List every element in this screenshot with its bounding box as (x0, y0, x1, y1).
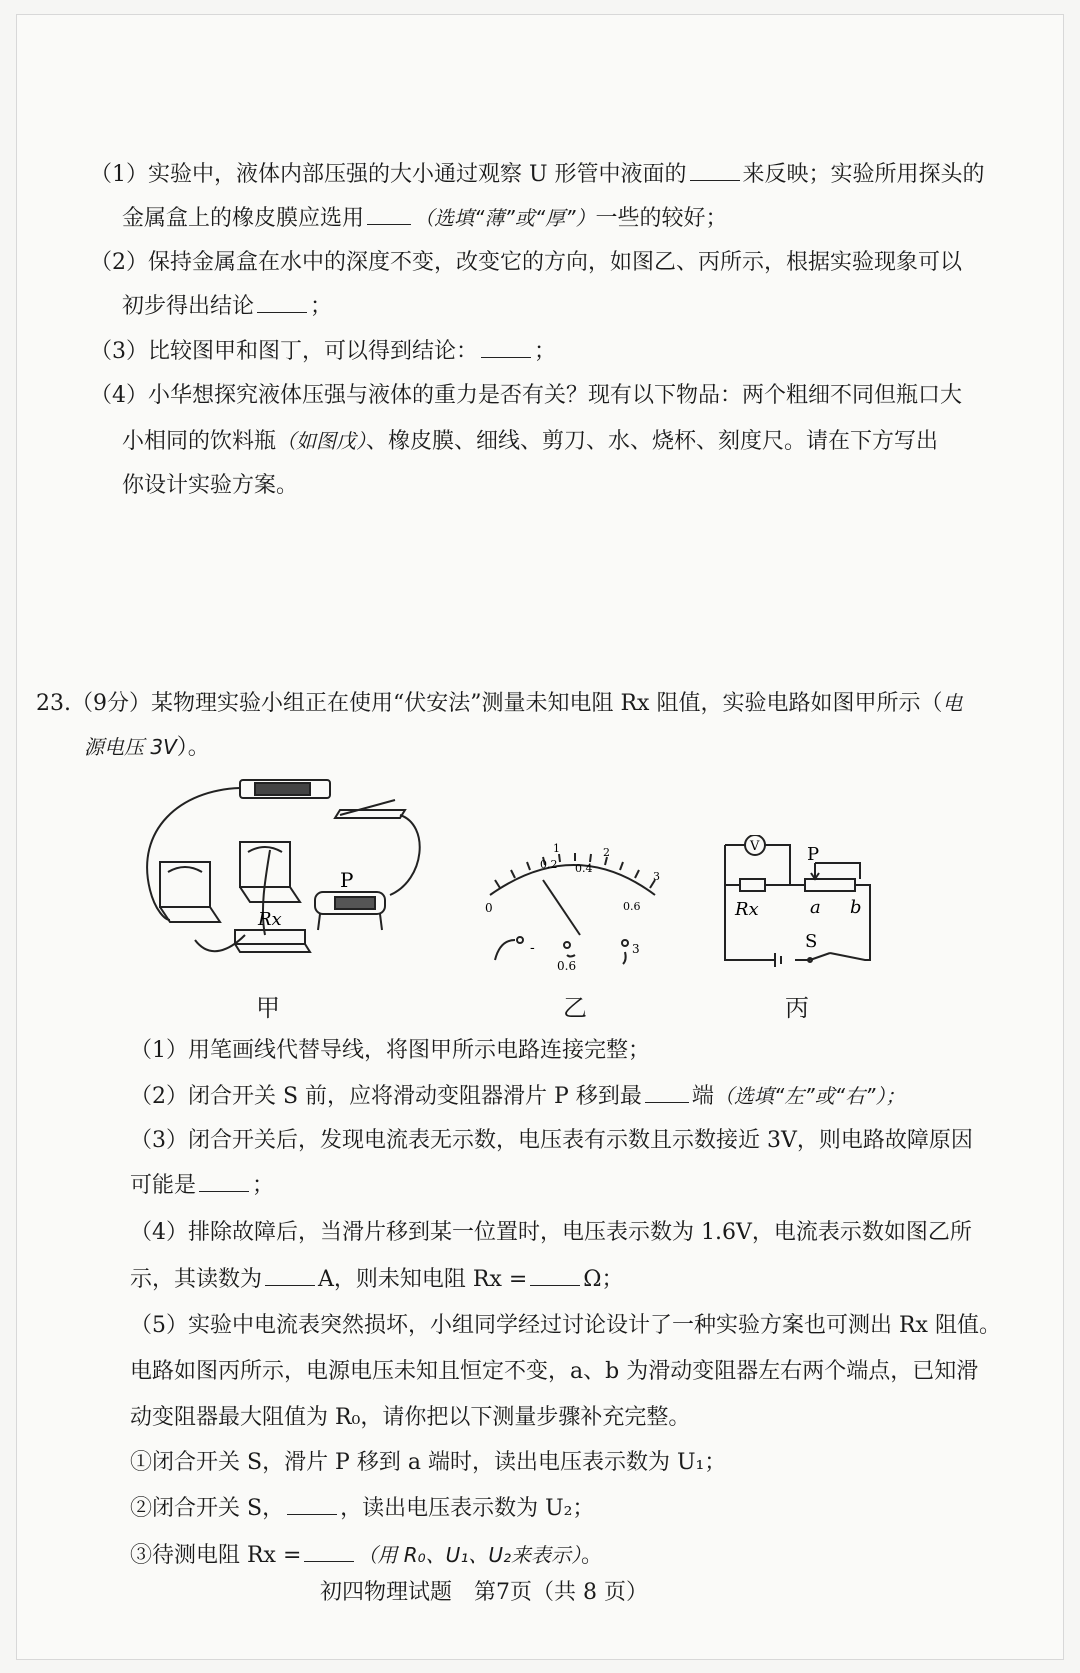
q23-5-line2: 电路如图丙所示，电源电压未知且恒定不变，a、b 为滑动变阻器左右两个端点，已知滑 (130, 1359, 979, 1384)
q22-2-line2: 初步得出结论 ； (122, 294, 333, 319)
switch-symbol (810, 953, 830, 960)
answer-blank[interactable] (304, 1560, 354, 1562)
answer-blank[interactable] (265, 1284, 315, 1286)
scale-label-1: 1 (553, 842, 560, 855)
scale-label-06: 0.6 (623, 900, 641, 913)
terminal-06 (564, 942, 570, 948)
q23-heading-line2: 源电压 3V）。 (84, 735, 210, 760)
ammeter-dial (248, 847, 282, 852)
q22-4-line2: 小相同的饮料瓶（如图戊）、橡皮膜、细线、剪刀、水、烧杯、刻度尺。请在下方写出 (122, 429, 939, 454)
wire (147, 788, 240, 920)
figure-yi-ammeter-dial (475, 840, 675, 980)
q22-2-line1: （2）保持金属盒在水中的深度不变，改变它的方向，如图乙、丙所示，根据实验现象可以 (90, 250, 963, 275)
q22-1-line2: 金属盒上的橡皮膜应选用 （选填“薄”或“厚”）一些的较好； (122, 206, 728, 231)
q22-1-line1: （1）实验中，液体内部压强的大小通过观察 U 形管中液面的 来反映；实验所用探头的 (90, 162, 985, 187)
end-b-label: b (850, 897, 862, 918)
terminal-3-mark (623, 952, 626, 964)
answer-blank[interactable] (530, 1284, 580, 1286)
q23-5-line1: （5）实验中电流表突然损坏，小组同学经过讨论设计了一种实验方案也可测出 Rx 阻值。 (130, 1313, 1001, 1338)
rheostat-winding (335, 897, 375, 909)
fig-caption-jia: 甲 (256, 994, 280, 1022)
end-a-label: a (810, 897, 821, 918)
fig-caption-yi: 乙 (563, 994, 587, 1022)
scale-label-04: 0.4 (575, 862, 593, 875)
slider-p-label: P (340, 868, 354, 892)
q22-4-line1: （4）小华想探究液体压强与液体的重力是否有关？现有以下物品：两个粗细不同但瓶口大 (90, 383, 963, 408)
q23-heading-line1: 23.（9分）某物理实验小组正在使用“伏安法”测量未知电阻 Rx 阻值，实验电路如图甲所示（电 (36, 691, 963, 716)
q22-4-line3: 你设计实验方案。 (122, 473, 299, 498)
terminal-label-minus: - (530, 940, 535, 956)
terminal-3 (622, 940, 628, 946)
scale-label-02: 0.2 (540, 858, 558, 871)
answer-blank[interactable] (367, 223, 411, 225)
slider-arrow (811, 863, 819, 879)
resistor-base (235, 944, 310, 952)
ammeter-base (240, 887, 300, 902)
q23-5-step1: ①闭合开关 S，滑片 P 移到 a 端时，读出电压表示数为 U₁； (130, 1450, 727, 1475)
scale-label-2: 2 (603, 846, 610, 859)
figure-bing-schematic (715, 835, 885, 970)
rx-label: Rx (735, 899, 759, 920)
rx-label: Rx (258, 909, 282, 930)
pointer-needle (543, 880, 580, 935)
q23-5-step2: ②闭合开关 S， ，读出电压表示数为 U₂； (130, 1496, 595, 1521)
switch (335, 800, 405, 818)
battery-cells (255, 783, 310, 795)
q23-5-step3: ③待测电阻 Rx = （用 R₀、U₁、U₂来表示）。 (130, 1543, 604, 1568)
slider-p-label: P (807, 844, 820, 865)
terminal-label-06: 0.6 (557, 959, 577, 973)
q23-3-line2: 可能是 ； (130, 1173, 275, 1198)
q23-4-line1: （4）排除故障后，当滑片移到某一位置时，电压表示数为 1.6V，电流表示数如图乙所 (130, 1220, 972, 1245)
slider-wire (815, 863, 860, 879)
rheostat-legs (318, 914, 382, 930)
fig-caption-bing: 丙 (785, 994, 809, 1022)
q22-3-line: （3）比较图甲和图丁，可以得到结论： ； (90, 339, 557, 364)
answer-blank[interactable] (645, 1101, 689, 1103)
answer-blank[interactable] (481, 356, 531, 358)
resistor-rx (235, 930, 305, 944)
resistor-rx-symbol (740, 879, 765, 891)
answer-blank[interactable] (199, 1190, 249, 1192)
figure-jia-circuit (140, 770, 440, 970)
terminal-minus-wire (495, 940, 515, 960)
terminal-minus (517, 937, 523, 943)
voltmeter-body (160, 862, 210, 907)
wire (390, 815, 420, 895)
dial-arc (490, 865, 655, 895)
voltmeter-dial (168, 867, 202, 872)
q23-3-line1: （3）闭合开关后，发现电流表无示数，电压表有示数且示数接近 3V，则电路故障原因 (130, 1128, 973, 1153)
switch-label: S (805, 931, 818, 952)
q23-1-line: （1）用笔画线代替导线，将图甲所示电路连接完整； (130, 1038, 650, 1063)
q23-4-line2: 示，其读数为 A，则未知电阻 Rx = Ω； (130, 1267, 624, 1292)
terminal-06-mark (567, 955, 575, 957)
page-footer: 初四物理试题 第7页（共 8 页） (320, 1580, 648, 1605)
voltmeter-base (160, 907, 220, 922)
battery-symbol (775, 953, 781, 967)
answer-blank[interactable] (287, 1513, 337, 1515)
scale-label-0: 0 (485, 901, 493, 915)
answer-blank[interactable] (690, 179, 740, 181)
scale-label-3: 3 (653, 870, 660, 883)
answer-blank[interactable] (257, 311, 307, 313)
rheostat-symbol (805, 879, 855, 891)
voltmeter-label: V (750, 839, 760, 854)
terminal-label-3: 3 (632, 942, 640, 956)
q23-5-line3: 动变阻器最大阻值为 R₀，请你把以下测量步骤补充完整。 (130, 1405, 691, 1430)
q23-2-line: （2）闭合开关 S 前，应将滑动变阻器滑片 P 移到最 端（选填“左”或“右”）； (130, 1084, 906, 1109)
